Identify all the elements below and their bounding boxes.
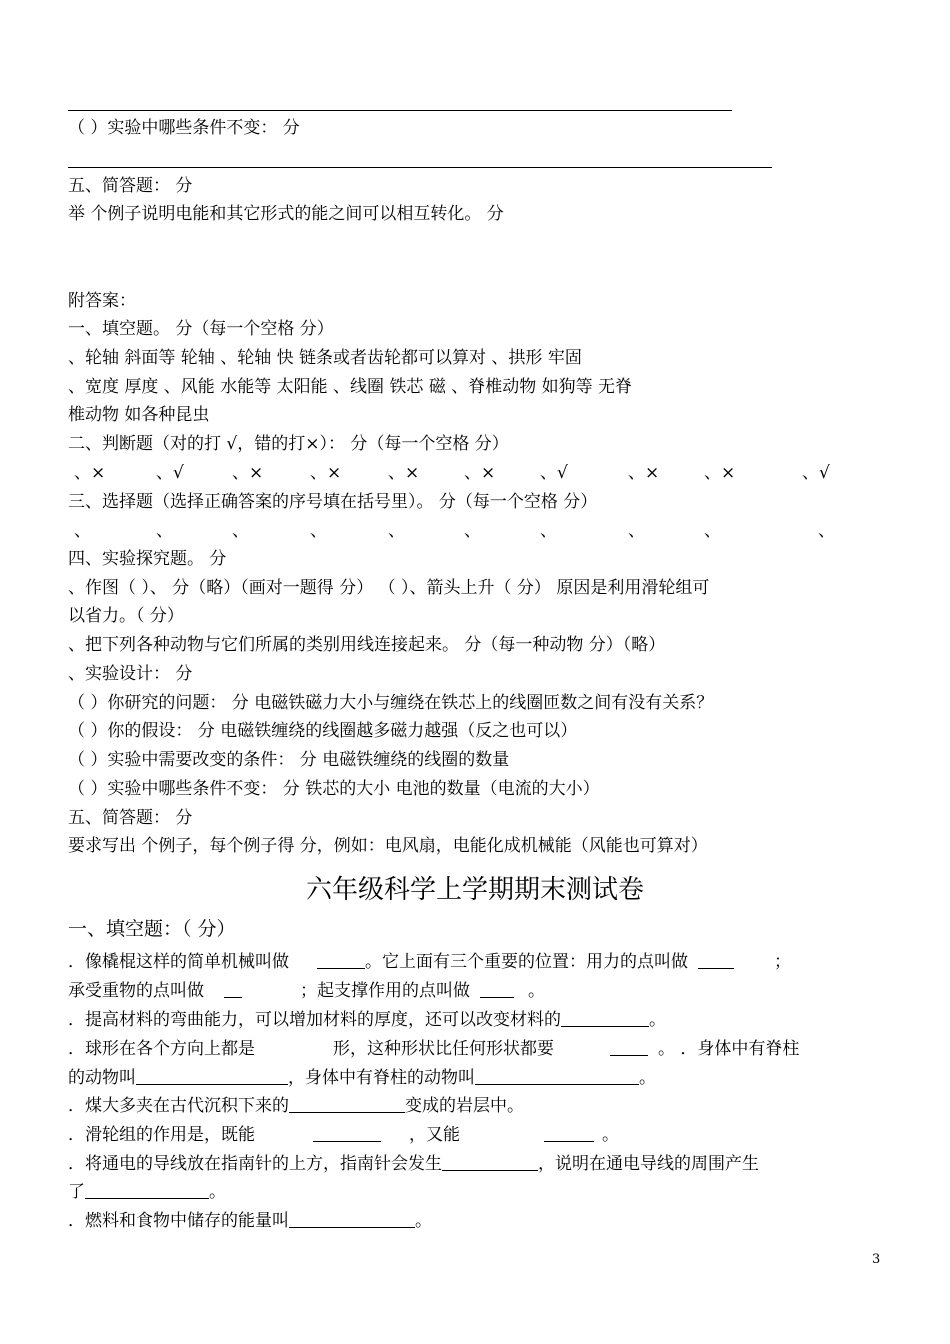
answers-s4-question: （ ）实验中哪些条件不变： 分 铁芯的大小 电池的数量（电流的大小） [68, 779, 600, 799]
question-8: ．燃料和食物中储存的能量叫 。 [68, 1211, 432, 1231]
exp-unchanged-question: （ ）实验中哪些条件不变： 分 [68, 118, 300, 138]
answer-mark: 、× [388, 463, 420, 483]
answer-mark: 、 [310, 521, 327, 541]
exam-title: 六年级科学上学期期末测试卷 [305, 875, 644, 905]
answer-mark: 、 [388, 521, 405, 541]
question-1-cont: 承受重物的点叫做 ；起支撑作用的点叫做 。 [68, 981, 545, 1001]
answer-blank[interactable] [480, 981, 514, 998]
answers-s1-line: 、轮轴 斜面等 轮轴 、轮轴 快 链条或者齿轮都可以算对 、拱形 牢固 [68, 348, 582, 368]
answer-blank[interactable] [85, 1182, 209, 1199]
answers-s2-title: 二、判断题（对的打 √，错的打×）： 分（每一个空格 分） [68, 434, 509, 454]
answer-mark: 、√ [802, 463, 830, 483]
answers-s4-question: （ ）你研究的问题： 分 电磁铁磁力大小与缠绕在铁芯上的线圈匝数之间有没有关系？ [68, 693, 714, 713]
answer-mark: 、 [156, 521, 173, 541]
answer-mark: 、× [704, 463, 736, 483]
answer-mark: 、 [540, 521, 557, 541]
answer-line[interactable] [68, 110, 732, 111]
answer-blank[interactable] [544, 1125, 594, 1142]
answers-s4-line: 、实验设计： 分 [68, 664, 193, 684]
answer-mark: 、× [310, 463, 342, 483]
answers-s1-line: 椎动物 如各种昆虫 [68, 405, 210, 425]
answer-mark: 、 [464, 521, 481, 541]
answer-mark: 、√ [540, 463, 568, 483]
section5-question: 举 个例子说明电能和其它形式的能之间可以相互转化。 分 [68, 204, 504, 224]
answers-s1-title: 一、填空题。 分（每一个空格 分） [68, 319, 334, 339]
answers-s4-question: （ ）你的假设： 分 电磁铁缠绕的线圈越多磁力越强（反之也可以） [68, 721, 578, 741]
answer-blank[interactable] [561, 1010, 649, 1027]
question-3: ．球形在各个方向上都是 形，这种形状比任何形状都要 。 ．身体中有脊柱 [68, 1039, 800, 1059]
answers-s1-line: 、宽度 厚度 、风能 水能等 太阳能 、线圈 铁芯 磁 、脊椎动物 如狗等 无脊 [68, 377, 633, 397]
answer-mark: 、 [704, 521, 721, 541]
question-4: 的动物叫 ，身体中有脊柱的动物叫 。 [68, 1068, 656, 1088]
answer-blank[interactable] [475, 1068, 639, 1085]
answers-s5-line: 要求写出 个例子，每个例子得 分，例如：电风扇，电能化成机械能（风能也可算对） [68, 836, 708, 856]
answers-s4-line: 以省力。（ 分） [68, 606, 184, 626]
answer-mark: 、 [74, 521, 91, 541]
answer-blank[interactable] [313, 1125, 381, 1142]
answer-line[interactable] [68, 167, 772, 168]
question-7-cont: 了 。 [68, 1182, 226, 1202]
question-5: ．煤大多夹在古代沉积下来的 变成的岩层中。 [68, 1096, 524, 1116]
answers-s4-question: （ ）实验中需要改变的条件： 分 电磁铁缠绕的线圈的数量 [68, 750, 510, 770]
answer-blank[interactable] [224, 981, 242, 998]
section5-title: 五、简答题： 分 [68, 176, 193, 196]
answer-blank[interactable] [289, 1211, 415, 1228]
answer-mark: 、× [628, 463, 660, 483]
answer-blank[interactable] [442, 1154, 538, 1171]
answer-blank[interactable] [317, 952, 365, 969]
answers-s3-title: 三、选择题（选择正确答案的序号填在括号里）。 分（每一个空格 分） [68, 492, 598, 512]
question-7: ．将通电的导线放在指南针的上方，指南针会发生 ，说明在通电导线的周围产生 [68, 1154, 759, 1174]
question-1: ．像橇棍这样的简单机械叫做 。它上面有三个重要的位置：用力的点叫做 ； [68, 952, 791, 972]
page-number: 3 [872, 1252, 881, 1267]
answer-mark: 、√ [156, 463, 184, 483]
answer-blank[interactable] [610, 1039, 648, 1056]
exam-section1-title: 一、填空题：（ 分） [68, 918, 236, 940]
answers-s4-title: 四、实验探究题。 分 [68, 549, 227, 569]
answers-s4-line: 、把下列各种动物与它们所属的类别用线连接起来。 分（每一种动物 分）（略） [68, 635, 666, 655]
answer-blank[interactable] [289, 1096, 405, 1113]
answer-blank[interactable] [136, 1068, 288, 1085]
answers-s4-line: 、作图（ ）、 分（略）（画对一题得 分） （ ）、箭头上升（ 分） 原因是利用滑轮组可 [68, 578, 710, 598]
answer-mark: 、× [464, 463, 496, 483]
answer-blank[interactable] [698, 952, 734, 969]
question-6: ．滑轮组的作用是，既能 ，又能 。 [68, 1125, 619, 1145]
question-2: ．提高材料的弯曲能力，可以增加材料的厚度，还可以改变材料的 。 [68, 1010, 666, 1030]
answer-mark: 、 [628, 521, 645, 541]
answers-s5-title: 五、简答题： 分 [68, 808, 193, 828]
answer-mark: 、× [74, 463, 106, 483]
answer-mark: 、× [232, 463, 264, 483]
answer-mark: 、 [232, 521, 249, 541]
answer-mark: 、 [818, 521, 835, 541]
answers-title: 附答案： [68, 291, 136, 311]
